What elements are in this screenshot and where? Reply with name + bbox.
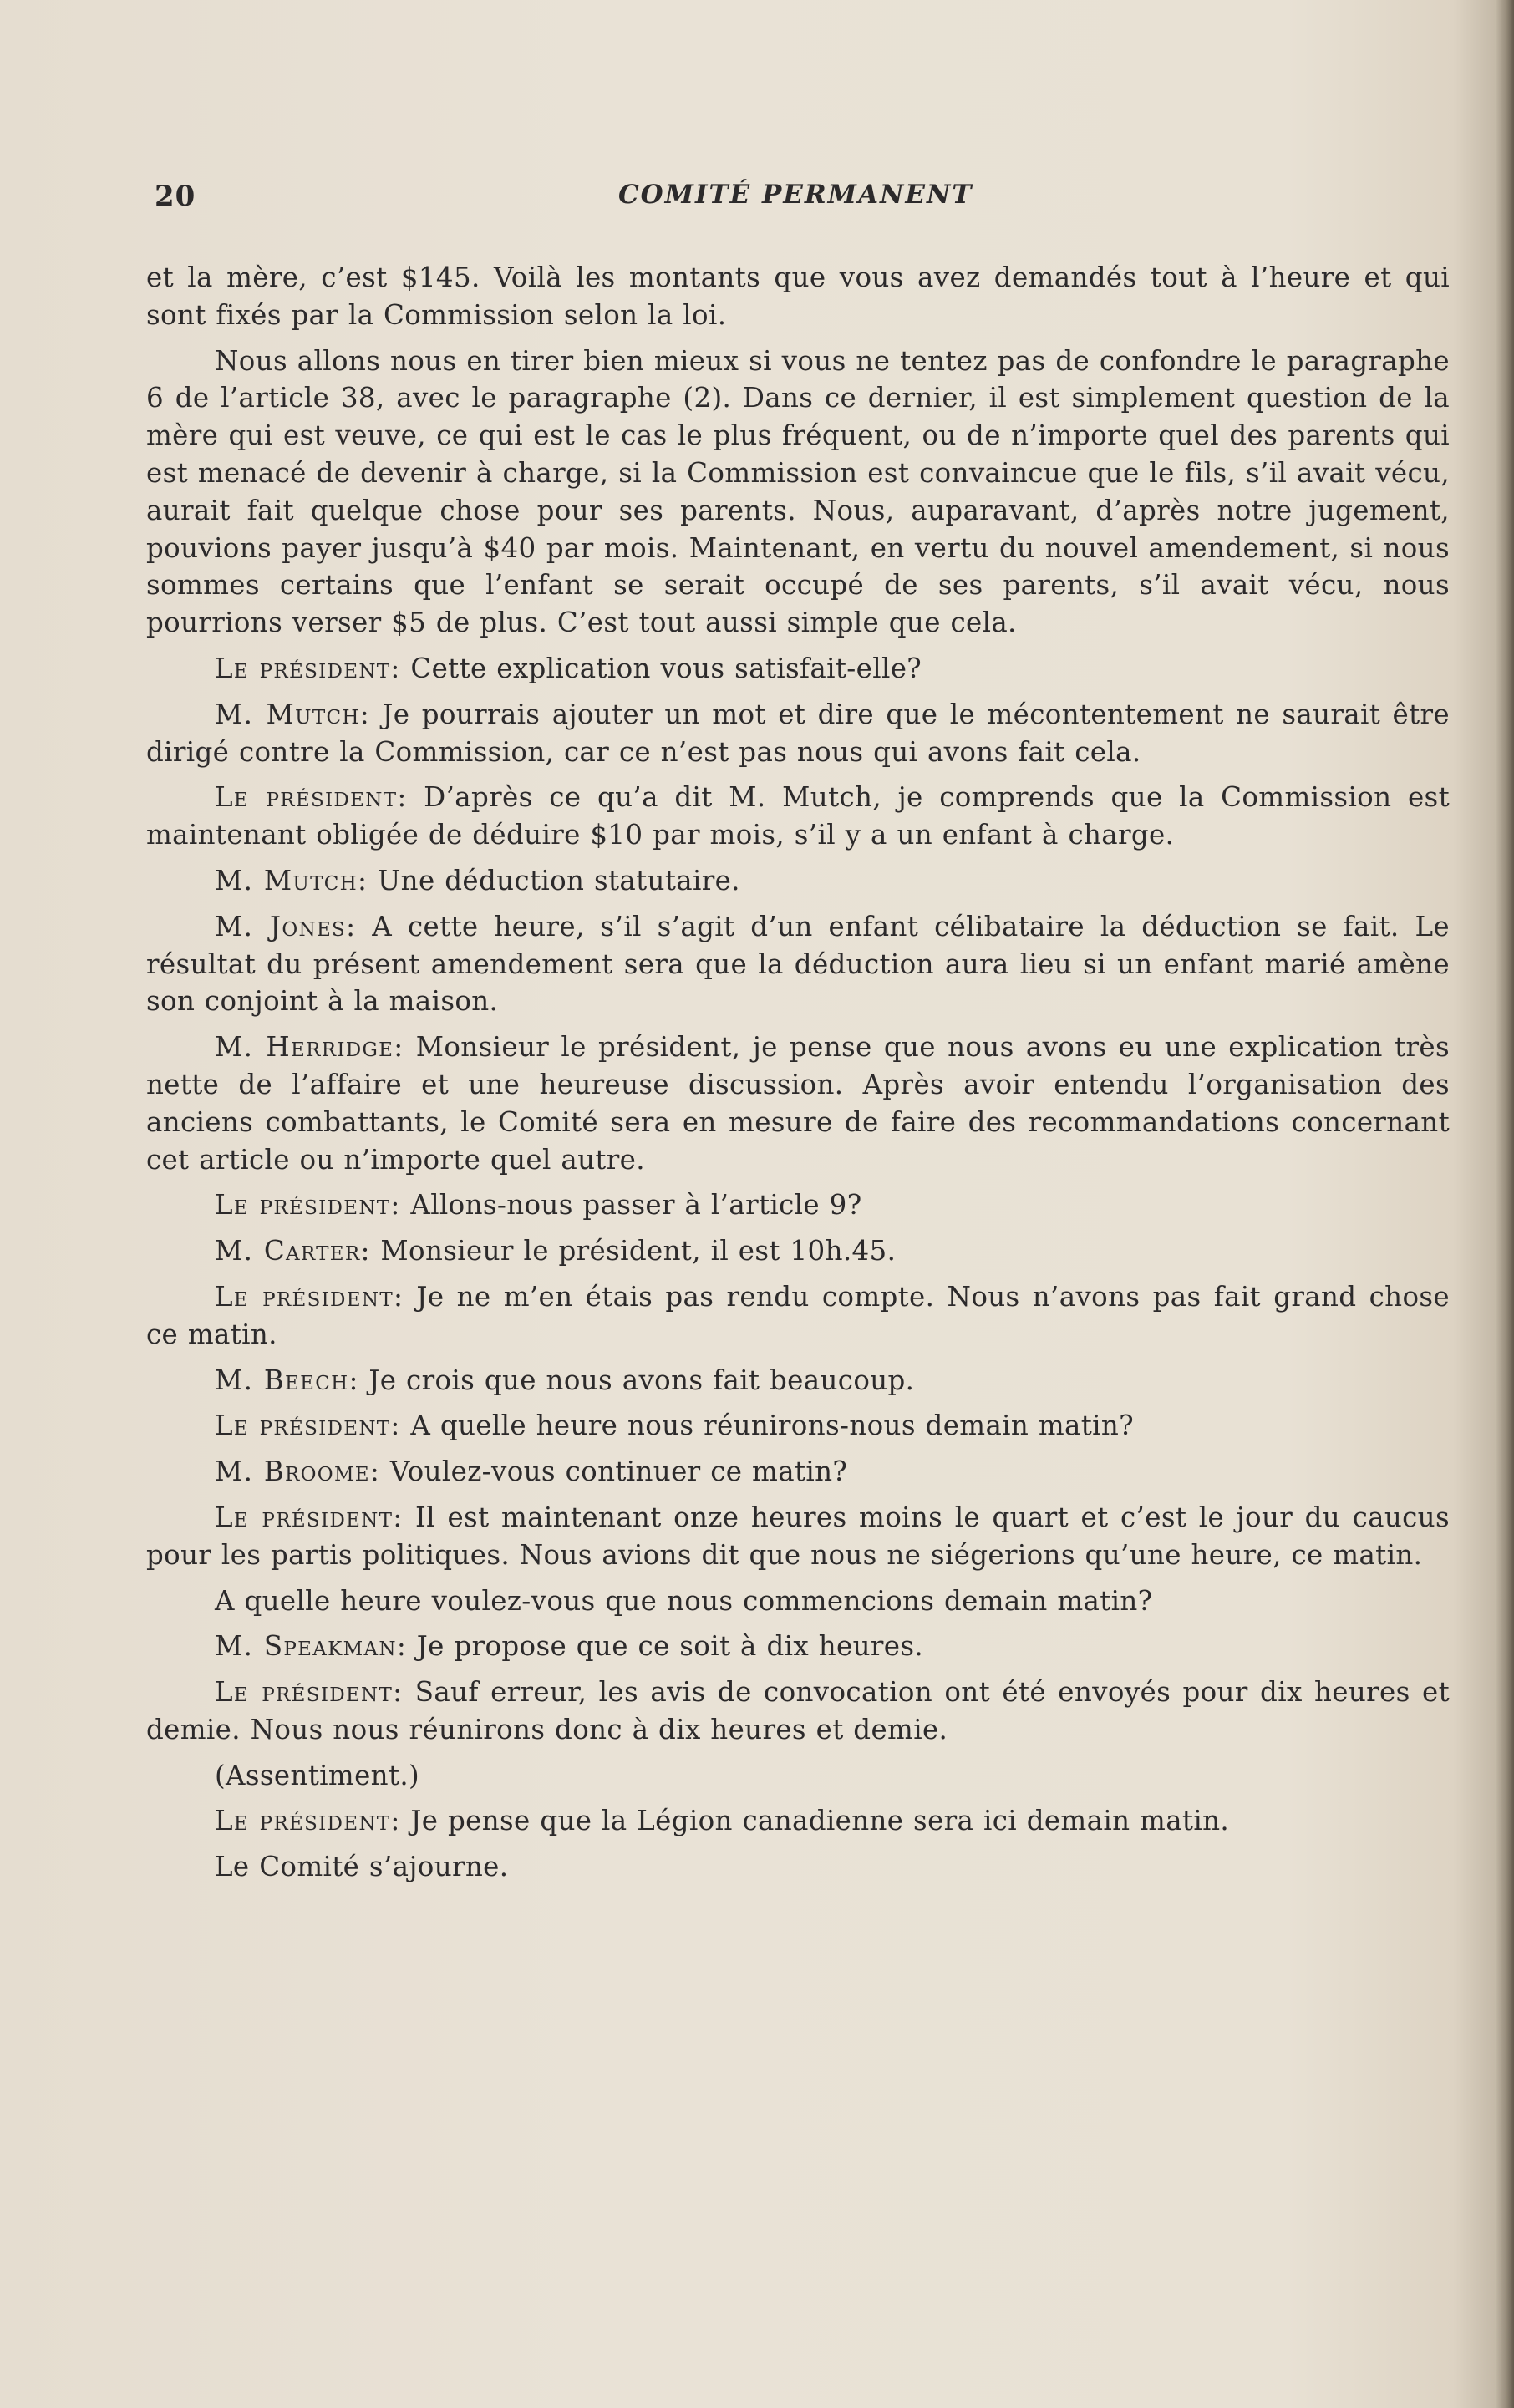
paragraph-text: Je ne m’en étais pas rendu compte. Nous n’avons pas fait grand chose ce matin. (146, 1280, 1450, 1350)
paragraph-text: Le Comité s’ajourne. (215, 1851, 509, 1883)
paragraph (146, 1582, 1450, 1620)
speaker-name: M. Carter: (215, 1235, 371, 1268)
speaker-name: Le président: (215, 1501, 404, 1533)
speaker-name: M. Beech: (215, 1364, 359, 1396)
paragraph (146, 1453, 1450, 1491)
speaker-name: Le président: (215, 1805, 401, 1837)
paragraph (146, 1278, 1450, 1354)
speaker-name: M. Mutch: (215, 864, 368, 897)
paragraph-text: Sauf erreur, les avis de convocation ont été envoyés pour dix heures et demie. Nous nous réunirons donc à dix heures et demie. (146, 1676, 1450, 1745)
paragraph (146, 650, 1450, 688)
paragraph (146, 908, 1450, 1020)
paragraph-text: Il est maintenant onze heures moins le quart et c’est le jour du caucus pour les partis politiques. Nous avions dit que nous ne siégerions qu’une heure, ce matin. (146, 1501, 1450, 1571)
speaker-name: Le président: (215, 652, 401, 684)
speaker-name: M. Herridge: (215, 1031, 404, 1064)
paragraph-text: A cette heure, s’il s’agit d’un enfant célibataire la déduction se fait. Le résultat du présent amendement sera que la déduction aura lieu si un enfant marié amène son conjoint à la maison. (146, 910, 1450, 1018)
paragraph (146, 1802, 1450, 1840)
paragraph-text: Voulez-vous continuer ce matin? (380, 1455, 848, 1488)
speaker-name: M. Jones: (215, 910, 357, 942)
speaker-name: M. Speakman: (215, 1630, 408, 1663)
speaker-name: Le président: (215, 1280, 404, 1313)
speaker-name: Le président: (215, 781, 408, 814)
paragraph (146, 1029, 1450, 1178)
paragraph-text: A quelle heure nous réunirons-nous demain matin? (400, 1410, 1134, 1442)
paragraph (146, 1407, 1450, 1445)
paragraph (146, 1628, 1450, 1665)
paragraph-text: et la mère, c’est $145. Voilà les montants que vous avez demandés tout à l’heure et qui sont fixés par la Commission selon la loi. (146, 262, 1450, 331)
paragraph (146, 862, 1450, 900)
paragraph (146, 779, 1450, 854)
paragraph (146, 1499, 1450, 1574)
speaker-name: Le président: (215, 1676, 404, 1709)
paragraph-text: Monsieur le président, il est 10h.45. (370, 1235, 897, 1268)
paragraph-text: Cette explication vous satisfait-elle? (400, 652, 922, 684)
paragraph-text: Je crois que nous avons fait beaucoup. (358, 1364, 915, 1396)
speaker-name: Le président: (215, 1189, 401, 1222)
paragraph (146, 1186, 1450, 1224)
speaker-name: Le président: (215, 1410, 401, 1442)
paragraph-text: Allons-nous passer à l’article 9? (400, 1189, 862, 1222)
paragraph (146, 259, 1450, 334)
paragraph (146, 343, 1450, 642)
running-head: COMITÉ PERMANENT (618, 180, 973, 210)
page-number: 20 (155, 180, 196, 213)
paragraph-text: Je pense que la Légion canadienne sera ici demain matin. (400, 1805, 1230, 1837)
paragraph (146, 1362, 1450, 1400)
paragraph (146, 1232, 1450, 1270)
body-text (146, 259, 1450, 1894)
paragraph (146, 696, 1450, 771)
paragraph-text: Une déduction statutaire. (368, 864, 740, 897)
paragraph (146, 1757, 1450, 1795)
paragraph-text: Monsieur le président, je pense que nous avons eu une explication très nette de l’affaire et une heureuse discussion. Après avoir entendu l’organisation des anciens combattants, le Comité sera en mesure de faire des recommandations concernant cet article ou n’importe quel autre. (146, 1031, 1450, 1176)
paragraph-text: Je propose que ce soit à dix heures. (407, 1630, 924, 1663)
speaker-name: M. Broome: (215, 1455, 381, 1488)
paragraph-text: A quelle heure voulez-vous que nous commencions demain matin? (215, 1584, 1153, 1617)
paragraph-text: Nous allons nous en tirer bien mieux si vous ne tentez pas de confondre le paragraphe 6 de l’article 38, avec le paragraphe (2). Dans ce dernier, il est simplement question de la mère qui est veuve, ce qui est le cas le plus fréquent, ou de n’importe quel des parents qui est menacé de devenir à charge, si la Commission est convaincue que le fils, s’il avait vécu, aurait fait quelque chose pour ses parents. Nous, auparavant, d’après notre jugement, pouvions payer jusqu’à $40 par mois. Maintenant, en vertu du nouvel amendement, si nous sommes certains que l’enfant se serait occupé de ses parents, s’il avait vécu, nous pourrions verser $5 de plus. C’est tout aussi simple que cela. (146, 344, 1450, 639)
paragraph-text: D’après ce qu’a dit M. Mutch, je comprends que la Commission est maintenant obligée de déduire $10 par mois, s’il y a un enfant à charge. (146, 781, 1450, 851)
paragraph-text: (Assentiment.) (215, 1759, 420, 1791)
paragraph-text: Je pourrais ajouter un mot et dire que le mécontentement ne saurait être dirigé contre la Commission, car ce n’est pas nous qui avons fait cela. (146, 698, 1450, 768)
page-header (155, 180, 990, 213)
speaker-name: M. Mutch: (215, 698, 370, 730)
paragraph (146, 1848, 1450, 1886)
paragraph (146, 1674, 1450, 1749)
page-edge-shadow (1496, 0, 1514, 2408)
